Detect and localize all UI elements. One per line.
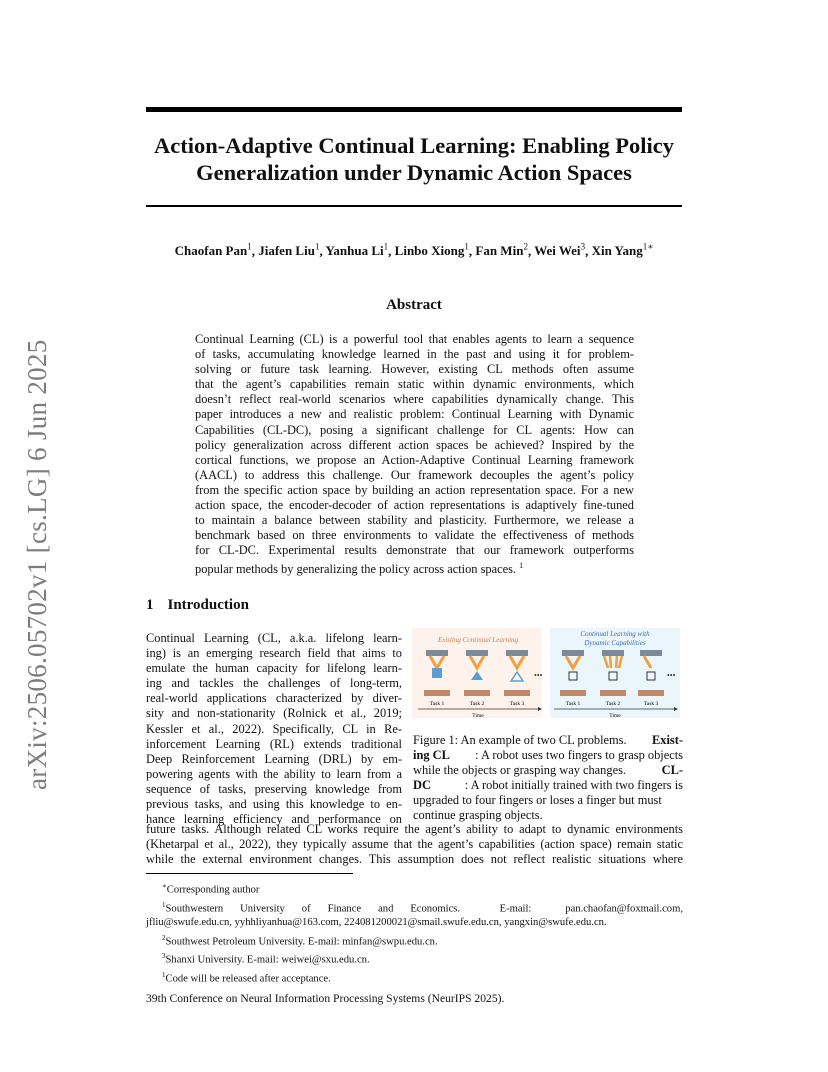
abstract-line: of tasks, accumulating knowledge learned in the past and using it for problem- xyxy=(195,347,634,362)
intro-line: Continual Learning (CL, a.k.a. lifelong learn- xyxy=(146,631,402,645)
footnote: jfliu@swufe.edu.cn, yyhhliyanhua@163.com, 224081200021@smail.swufe.edu.cn, yangxin@swufe.edu.cn. xyxy=(146,917,607,929)
caption-line: Figure 1: An example of two CL problems. Exist- xyxy=(413,733,683,747)
caption-line: ing CL : A robot uses two fingers to grasp objects xyxy=(413,748,683,763)
section-title: Introduction xyxy=(167,597,249,613)
intro-line: hance learning efficiency and performance on xyxy=(146,812,402,827)
abstract-line: paper introduces a new and realistic problem: Continual Learning with Dynamic xyxy=(195,407,634,422)
caption-line: upgraded to four fingers or loses a finger but must xyxy=(413,793,662,808)
author: Wei Wei$^3$ xyxy=(534,242,586,259)
abstract-line: that the agent’s capabilities remain static within dynamic environments, which xyxy=(195,377,634,392)
paper-title xyxy=(146,132,682,186)
title-bottom-rule xyxy=(146,205,682,207)
footnote: $^1$Southwestern University of Finance and Economics. E-mail: pan.chaofan@foxmail.com, xyxy=(162,900,683,915)
abstract-body xyxy=(195,332,634,578)
title-top-rule xyxy=(146,107,682,112)
figure-caption xyxy=(413,733,683,824)
abstract-line: cortical functions, we propose an Action-Adaptive Continual Learning framework xyxy=(195,452,634,467)
cl-dc-title-line-2: Dynamic Capabilities xyxy=(584,639,646,647)
title-line-2: Generalization under Dynamic Action Spaces xyxy=(196,160,632,185)
abstract-line: to maintain a balance between stability and plasticity. Furthermore, we release a xyxy=(195,513,634,528)
author: Xin Yang$^{1∗}$ xyxy=(591,242,654,259)
section-heading xyxy=(146,597,249,614)
footnote-marker[interactable]: 1 xyxy=(519,561,524,571)
abstract-line: from the specific action space by building an action representation space. For a new xyxy=(195,482,634,497)
abstract-line: popular methods by generalizing the policy across action spaces. $^1$ xyxy=(195,561,524,577)
caption-line: while the objects or grasping way changes. CL- xyxy=(413,763,683,778)
abstract-line: for CL-DC. Experimental results demonstrate that our framework outperforms xyxy=(195,543,634,558)
intro-line: while the external environment changes. This assumption does not reflect realistic situations where xyxy=(146,852,683,867)
author: Linbo Xiong$^1$ xyxy=(394,242,469,259)
author: Chaofan Pan$^1$ xyxy=(174,242,252,259)
task-label: Task 2 xyxy=(605,701,621,707)
intro-line: emulate the human capacity for lifelong learn- xyxy=(146,661,402,676)
task-label: Task 1 xyxy=(429,701,445,707)
intro-line: inforcement Learning (RL) extends traditional xyxy=(146,736,402,751)
author: Fan Min$^2$ xyxy=(475,242,528,259)
intro-line: Deep Reinforcement Learning (DRL) by em- xyxy=(146,751,402,766)
ellipsis-icon: ••• xyxy=(534,671,543,680)
figure-1-illustration xyxy=(412,628,680,718)
abstract-line: Capabilities (CL-DC), posing a significant challenge for CL agents: How can xyxy=(195,422,634,437)
intro-line: (Khetarpal et al., 2022), they typically assume that the agent’s capabilities (action space) remain static xyxy=(146,837,683,852)
footnote: $^1$Code will be released after acceptance. xyxy=(162,971,331,985)
author: Yanhua Li$^1$ xyxy=(325,242,389,259)
footnote: ∗Corresponding author xyxy=(162,882,260,896)
task-label: Task 1 xyxy=(565,701,581,707)
abstract-line: (AACL) to address this challenge. Our framework decouples the agent’s policy xyxy=(195,467,634,482)
author-list: Chaofan Pan$^1$, Jiafen Liu$^1$, Yanhua Li$^1$, Linbo Xiong$^1$, Fan Min$^2$, Wei Wei$^3$, Xin Yang$^{1∗}$ xyxy=(174,242,654,259)
cl-dc-title-line-1: Continual Learning with xyxy=(580,630,650,638)
caption-line: continue grasping objects. xyxy=(413,808,543,823)
footnote: $^2$Southwest Petroleum University. E-mail: minfan@swpu.edu.cn. xyxy=(162,933,438,948)
arxiv-identifier: arXiv:2506.05702v1 [cs.LG] 6 Jun 2025 xyxy=(22,339,52,790)
abstract-line: doesn’t reflect real-world scenarios where capabilities dynamically change. This xyxy=(195,392,634,407)
caption-line: DC : A robot initially trained with two fingers is xyxy=(413,778,683,793)
abstract-line: solving or future task learning. However, existing CL methods often assume xyxy=(195,362,634,377)
footnote: $^3$Shanxi University. E-mail: weiwei@sxu.edu.cn. xyxy=(162,952,370,966)
footnotes xyxy=(146,879,683,987)
intro-line: sity and non-stationarity (Rolnick et al., 2019; xyxy=(146,706,402,721)
task-label: Task 3 xyxy=(643,701,659,707)
task-label: Task 2 xyxy=(469,701,485,707)
section-number: 1 xyxy=(146,597,154,613)
intro-line: ing and tackles the challenges of long-term, xyxy=(146,676,402,691)
author: Jiafen Liu$^1$ xyxy=(258,242,320,259)
abstract-line: benchmark based on three environments to validate the effectiveness of methods xyxy=(195,528,634,543)
conference-note: 39th Conference on Neural Information Processing Systems (NeurIPS 2025). xyxy=(146,992,505,1005)
time-label: Time xyxy=(609,713,621,718)
abstract-line: action space, the encoder-decoder of action representations is adaptively fine-tuned xyxy=(195,498,634,513)
task-label: Task 3 xyxy=(509,701,525,707)
intro-line: Kessler et al., 2022). Specifically, CL in Re- xyxy=(146,721,402,736)
intro-line: ing) is an emerging research field that aims to xyxy=(146,646,402,661)
footnote-rule xyxy=(146,873,353,874)
intro-column-text xyxy=(146,631,402,827)
abstract-line: Continual Learning (CL) is a powerful tool that enables agents to learn a sequence xyxy=(195,332,634,346)
intro-line: powering agents with the ability to learn from a xyxy=(146,766,402,781)
intro-line: future tasks. Although related CL works require the agent’s ability to adapt to dynamic environments xyxy=(146,822,683,836)
time-label: Time xyxy=(472,713,484,718)
title-line-1: Action-Adaptive Continual Learning: Enabling Policy xyxy=(153,133,675,158)
intro-line: sequence of tasks, preserving knowledge from xyxy=(146,781,402,796)
existing-cl-title: Existing Continual Learning xyxy=(437,636,519,644)
abstract-heading: Abstract xyxy=(386,297,442,313)
abstract-line: policy generalization across different action spaces be achieved? Inspired by the xyxy=(195,437,634,452)
ellipsis-icon: ••• xyxy=(667,671,676,680)
intro-line: previous tasks, and using this knowledge to en- xyxy=(146,797,402,812)
intro-line: real-world applications characterized by diver- xyxy=(146,691,402,706)
intro-full-width-text xyxy=(146,822,683,867)
